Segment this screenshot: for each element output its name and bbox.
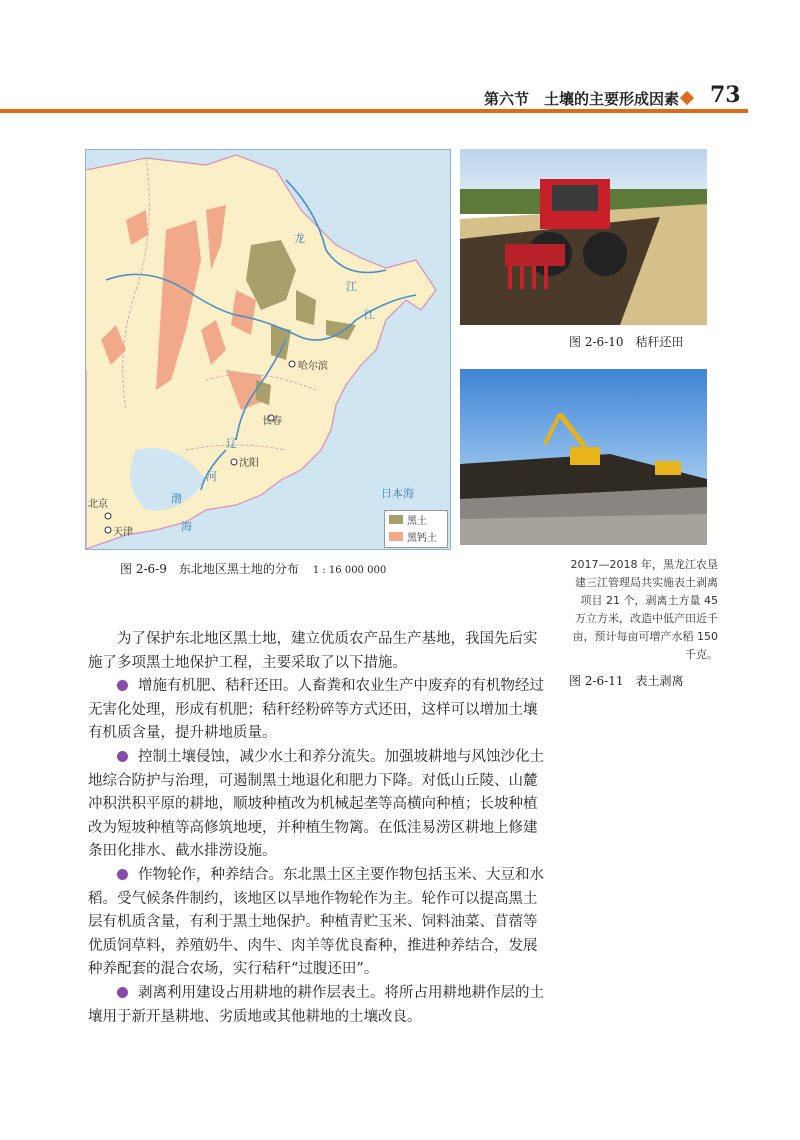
bullet-icon: [117, 869, 128, 880]
legend-label: 黑土: [407, 516, 427, 527]
measure-text: 剥离利用建设占用耕地的耕作层表土。将所占用耕地耕作层的土壤用于新开垦耕地、劣质地或其他耕地的土壤改良。: [88, 984, 544, 1025]
legend-item-chernozem: [385, 528, 447, 545]
measure-text: 增施有机肥、秸秆还田。人畜粪和农业生产中废弃的有机物经过无害化处理，形成有机肥；秸秆经粉碎等方式还田，这样可以增加土壤有机质含量，提升耕地质量。: [88, 678, 544, 742]
measure-text: 控制土壤侵蚀，减少水土和养分流失。加强坡耕地与风蚀沙化土地综合防护与治理，可遏制黑土地退化和肥力下降。对低山丘陵、山麓冲积洪积平原的耕地，顺坡种植改为机械起垄等高横向种植；长坡种植改为短坡种植等高修筑地埂，并种植生物篱。在低洼易涝区耕地上修建条田化排水、截水排涝设施。: [88, 748, 544, 860]
label-beijing: 北京: [88, 499, 108, 510]
map-legend: [384, 510, 448, 548]
label-bo: 渤: [171, 492, 182, 505]
swatch-black-soil: [389, 515, 403, 524]
photo-tractor-graphic: [460, 149, 707, 325]
black-soil-map: [85, 149, 451, 550]
measure-item: [88, 982, 550, 1029]
bullet-icon: [117, 987, 128, 998]
section-title: 第六节 土壤的主要形成因素: [484, 90, 680, 108]
figure-caption-9: [120, 560, 386, 577]
label-tianjin: 天津: [113, 527, 133, 538]
label-river-long: 龙: [294, 232, 305, 245]
label-sea-of-japan: 日本海: [381, 487, 414, 500]
photo-straw-return: [460, 149, 707, 325]
photo-excavator-graphic: [460, 369, 707, 545]
measure-text: 作物轮作，种养结合。东北黑土区主要作物包括玉米、大豆和水稻。受气候条件制约，该地区以旱地作物轮作为主。轮作可以提高黑土层有机质含量，有利于黑土地保护。种植青贮玉米、饲料油菜、苜蓿等优质饲草料，养殖奶牛、肉牛、肉羊等优良畜种，推进种养结合，发展种养配套的混合农场，实行秸秆“过腹还田”。: [88, 866, 544, 978]
label-river-liao: 辽: [226, 437, 237, 450]
label-river-he: 河: [206, 470, 217, 483]
measure-item: [88, 864, 550, 982]
label-shenyang: 沈阳: [239, 458, 259, 469]
diamond-icon: [680, 91, 694, 105]
caption-text: 图 2-6-9 东北地区黑土地的分布: [120, 562, 299, 576]
intro-paragraph: 为了保护东北地区黑土地，建立优质农产品生产基地，我国先后实施了多项黑土地保护工程，主要采取了以下措施。: [88, 631, 538, 671]
bullet-icon: [117, 680, 128, 691]
page-number: 73: [710, 82, 741, 108]
figure-caption-11: 图 2-6-11 表土剥离: [569, 674, 684, 688]
body-text: [88, 628, 550, 1029]
header-rule: [0, 109, 748, 113]
label-hai: 海: [181, 520, 192, 533]
label-changchun: 长春: [262, 416, 282, 427]
swatch-chernozem: [389, 532, 403, 541]
label-harbin: 哈尔滨: [298, 361, 328, 372]
label-river-jiang-1: 江: [346, 280, 357, 293]
bullet-icon: [117, 751, 128, 762]
label-river-jiang-2: 江: [364, 308, 375, 321]
measure-item: [88, 675, 550, 746]
legend-label: 黑钙土: [407, 533, 437, 544]
measure-item: [88, 746, 550, 864]
figure-caption-10: 图 2-6-10 秸秆还田: [569, 335, 684, 349]
figure-note-11: 2017—2018 年，黑龙江农垦建三江管理局共实施表土剥离项目 21 个，剥离土方量 45 万立方米，改造中低产田近千亩，预计每亩可增产水稻 150 千克。: [570, 558, 718, 661]
map-scale: 1 : 16 000 000: [312, 565, 387, 576]
page-header: [0, 84, 800, 114]
legend-item-black-soil: [385, 511, 447, 528]
photo-topsoil-stripping: [460, 369, 707, 545]
